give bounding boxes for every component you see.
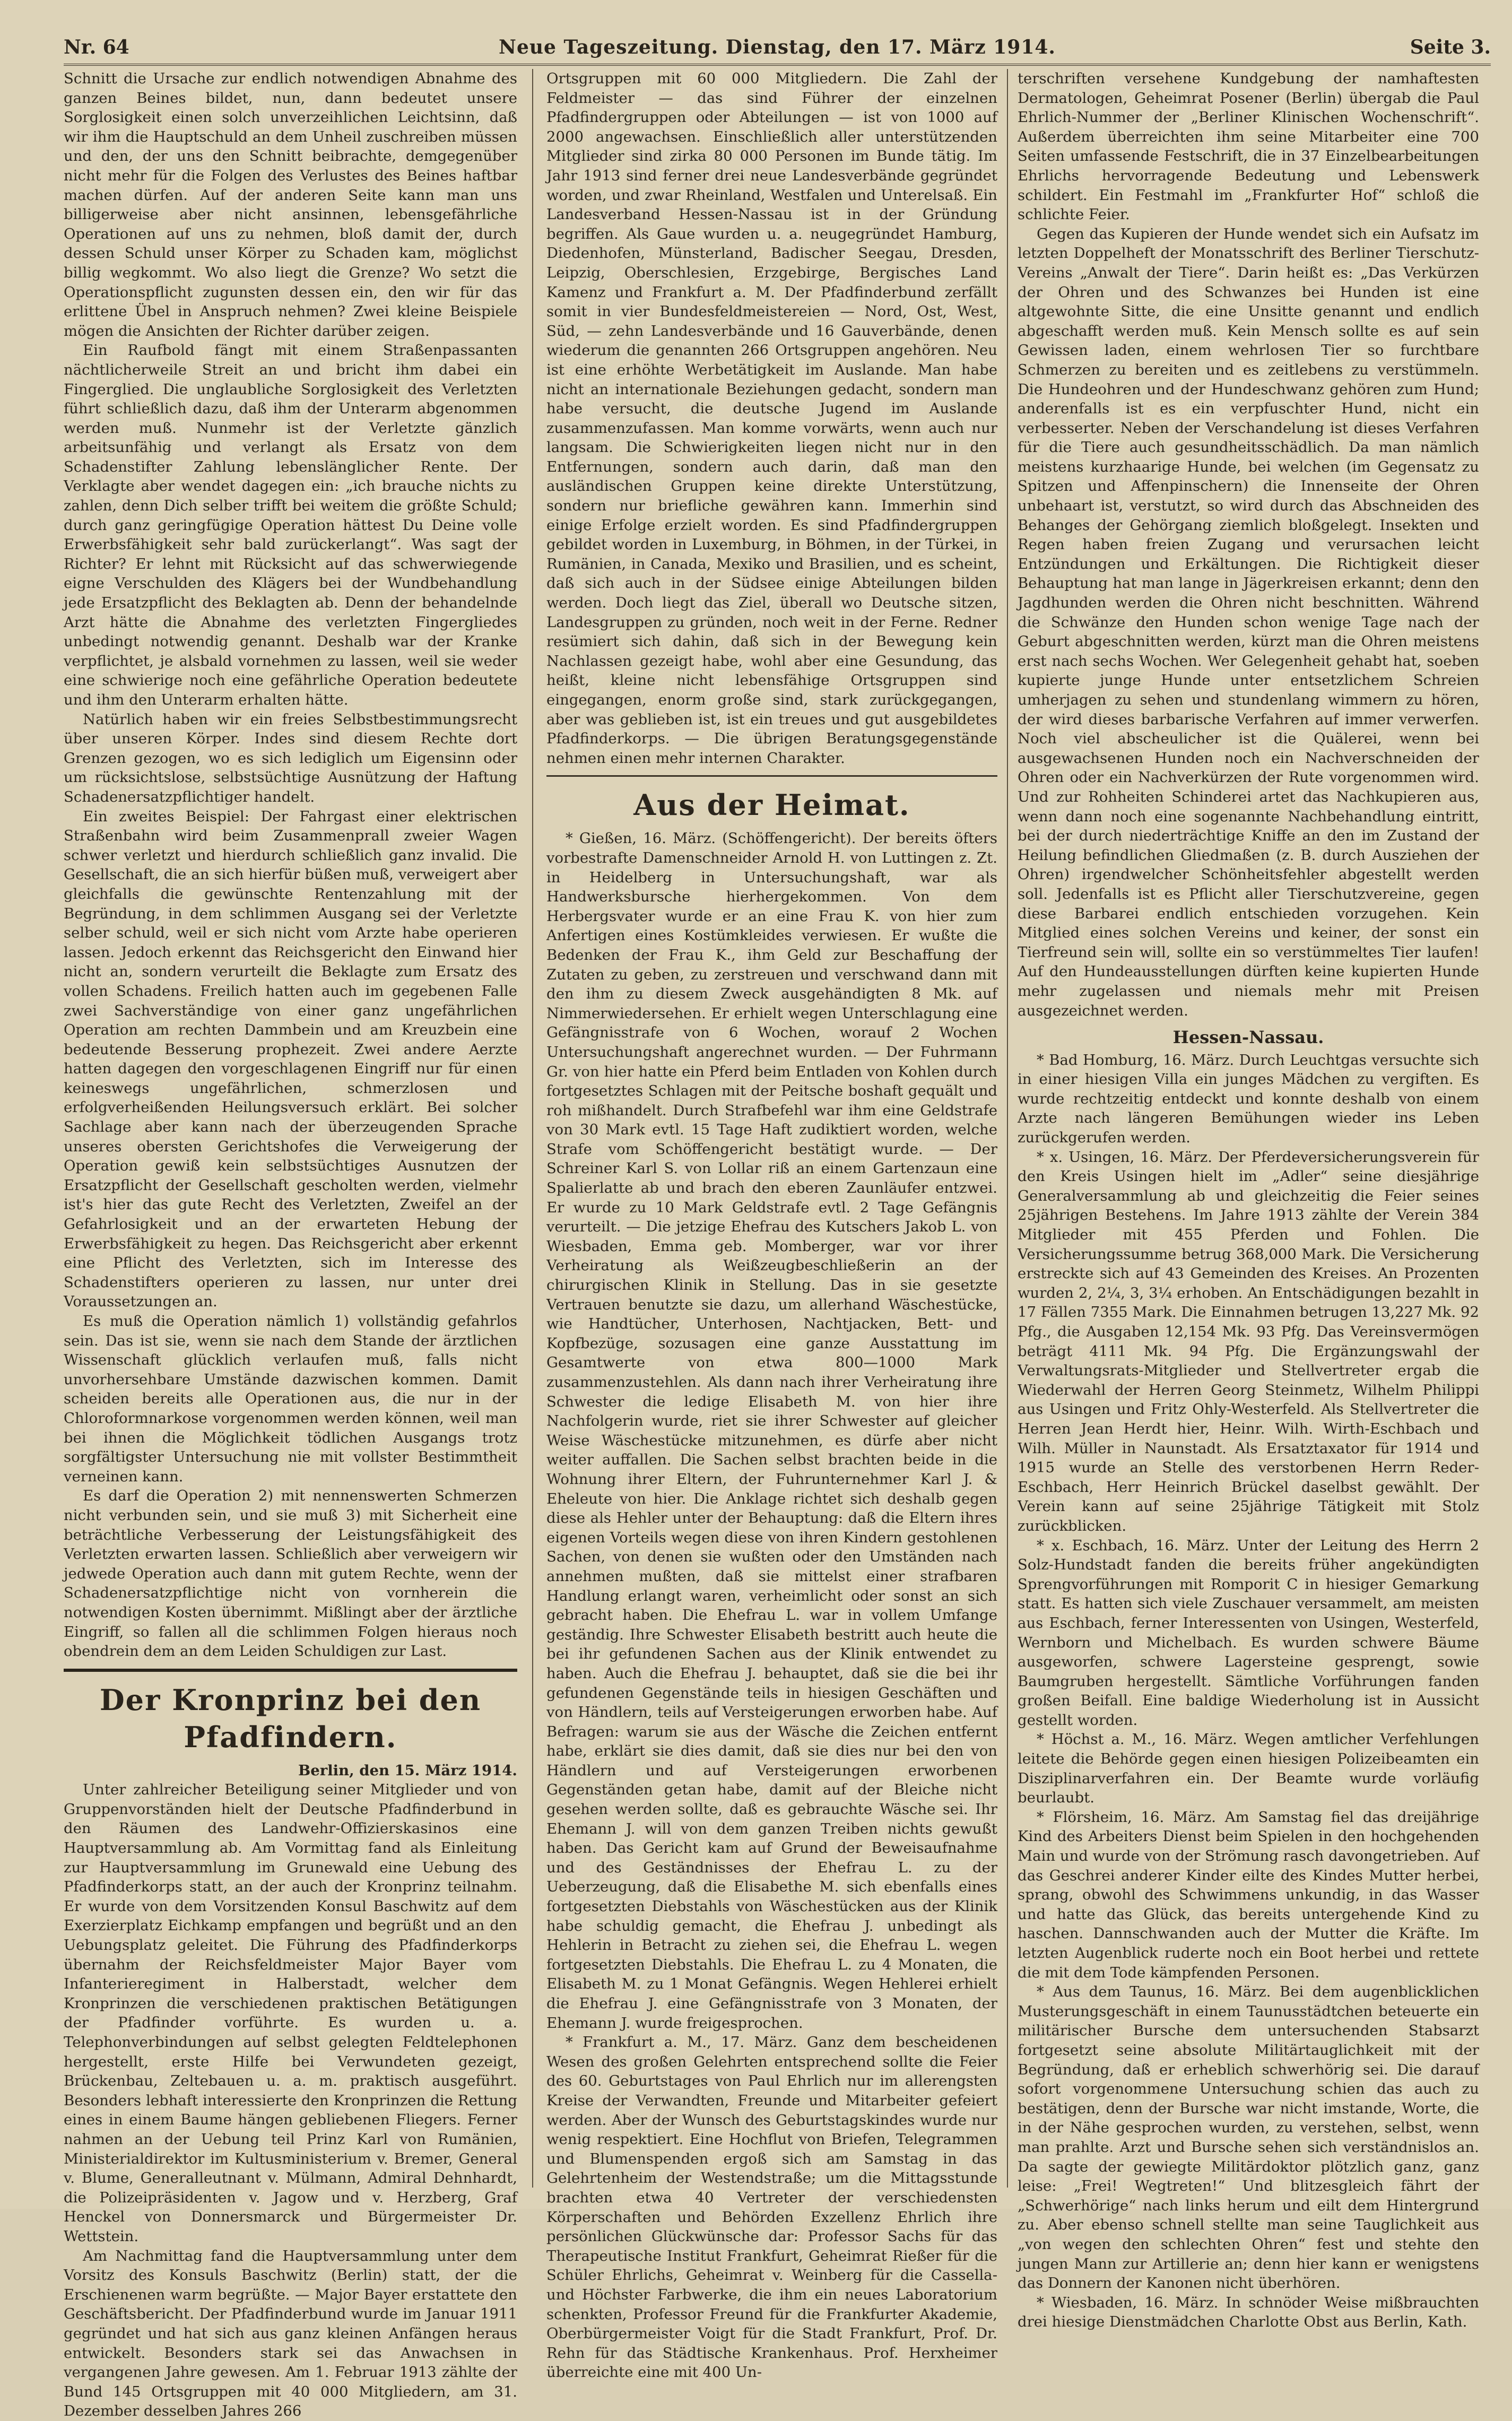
section-rule: [546, 775, 997, 777]
page-header: [64, 32, 1491, 66]
article-paragraph: Gegen das Kupieren der Hunde wendet sich ein Aufsatz im letzten Doppelheft der Monatsschrift des Berliner Tierschutz-Vereins „Anwalt der Tiere“. Darin heißt es: „Das Verkürzen der Ohren und des Schwanzes bei Hunden ist eine altgewohnte Sitte, die eine Unsitte genannt und endlich abgeschafft werden muß. Kein Mensch sollte es auf sein Gewissen laden, einem wehrlosen Tier so furchtbare Schmerzen zu bereiten und es zeitlebens zu verstümmeln. Die Hundeohren und der Hundeschwanz gehören zum Hund; anderenfalls ist es ein verpfuschter Hund, nicht ein verbesserter. Neben der Verschandelung ist dieses Verfahren für die Tiere auch gesundheitsschädlich. Da man nämlich meistens kurzhaarige Hunde, bei welchen (im Gegensatz zu Spitzen und Affenpinschern) die Innenseite der Ohren unbehaart ist, verstutzt, so wird durch das Abschneiden des Behanges der Gehörgang ziemlich bloßgelegt. Insekten und Regen haben freien Zugang und verursachen leicht Entzündungen und Erkältungen. Die Richtigkeit dieser Behauptung hat man lange in Jägerkreisen erkannt; denn den Jagdhunden werden die Ohren nicht beschnitten. Während die Schwänze den Hunden schon wenige Tage nach der Geburt abgeschnitten werden, kürzt man die Ohren meistens erst nach sechs Wochen. Wer Gelegenheit gehabt hat, soeben kupierte junge Hunde unter entsetzlichem Schreien umherjagen zu sehen und stundenlang wimmern zu hören, der wird dieses barbarische Verfahren auf immer verwerfen. Noch viel abscheulicher ist die Quälerei, wenn bei ausgewachsenen Hunden noch ein Nachverschneiden der Ohren oder ein Nachverkürzen der Rute vorgenommen wird. Und zur Rohheiten Schinderei artet das Nachkupieren aus, wenn dann noch eine sogenannte Nachbehandlung eintritt, bei der durch niederträchtige Kniffe an den im Zustand der Heilung befindlichen Gliedmaßen (z. B. durch Ausziehen der Ohren) irgendwelcher Schönheitsfehler abgestellt werden soll. Jedenfalls ist es Pflicht aller Tierschutzvereine, gegen diese Barbarei endlich entschieden vorzugehen. Kein Mitglied eines solchen Vereins und keiner, der sonst ein Tierfreund sein will, sollte ein so verstümmeltes Tier laufen! Auf den Hundeausstellungen dürften keine kupierten Hunde mehr zugelassen und niemals mehr mit Preisen ausgezeichnet werden.: [1018, 225, 1479, 1019]
article-headline: Der Kronprinz bei den Pfadfindern.: [99, 1682, 482, 1754]
news-item: * Gießen, 16. März. (Schöffengericht). Der bereits öfters vorbestrafte Damenschneider Arnold H. von Luttingen z. Zt. in Heidelberg in Untersuchungshaft, war als Handwerksbursche hierhergekommen. Von dem Herbergsvater wurde er an eine Frau K. von hier zum Anfertigen eines Kostümkleides verwiesen. Er wußte die Bedenken der Frau K., ihm Geld zur Beschaffung der Zutaten zu geben, zu zerstreuen und verschwand dann mit den ihm zu diesem Zweck ausgehändigten 8 Mk. auf Nimmerwiedersehen. Er erhielt wegen Unterschlagung eine Gefängnisstrafe von 6 Wochen, worauf 2 Wochen Untersuchungshaft angerechnet wurden. — Der Fuhrmann Gr. von hier hatte ein Pferd beim Entladen von Kohlen durch fortgesetztes Schlagen mit der Peitsche boshaft gequält und roh mißhandelt. Durch Strafbefehl war ihm eine Geldstrafe von 30 Mark evtl. 15 Tage Haft zudiktiert worden, welche Strafe vom Schöffengericht bestätigt wurde. — Der Schreiner Karl S. von Lollar riß an einem Gartenzaun eine Spalierlatte ab und brach den eberen Zaunläufer entzwei. Er wurde zu 10 Mark Geldstrafe evtl. 2 Tage Gefängnis verurteilt. — Die jetzige Ehefrau des Kutschers Jakob L. von Wiesbaden, Emma geb. Momberger, war vor ihrer Verheiratung als Weißzeugbeschließerin an der chirurgischen Klinik in Stellung. Das in sie gesetzte Vertrauen benutzte sie dazu, um allerhand Wäschestücke, wie Handtücher, Unterhosen, Nachtjacken, Bett- und Kopfbezüge, sozusagen eine ganze Ausstattung im Gesamtwerte von etwa 800—1000 Mark zusammenzustehlen. Als dann nach ihrer Verheiratung ihre Schwester die ledige Elisabeth M. von hier ihre Nachfolgerin wurde, riet sie ihrer Schwester auf gleicher Weise Wäschestücke mitzunehmen, es dürfe aber nicht weiter auffallen. Die Sachen selbst brachten beide in die Wohnung ihrer Eltern, der Fuhrunternehmer Karl J. & Eheleute von hier. Die Anklage richtet sich deshalb gegen diese als Hehler unter der Behauptung: daß die Eltern ihres eigenen Vorteils wegen diese von ihren Kindern gestohlenen Sachen, von denen sie wußten oder den Umständen nach annehmen mußten, daß sie mittelst einer strafbaren Handlung erlangt waren, verheimlicht oder sonst an sich gebracht haben. Die Ehefrau L. war in vollem Umfange geständig. Ihre Schwester Elisabeth bestritt auch heute die bei ihr gefundenen Sachen aus der Klinik entwendet zu haben. Auch die Ehefrau J. behauptet, daß sie die bei ihr gefundenen Gegenstände teils in hiesigen Geschäften und von Händlern, teils auf Versteigerungen erworben habe. Auf Befragen: warum sie aus der Wäsche die Zeichen entfernt habe, erklärt sie dies damit, daß sie dies nur bei den von Händlern und auf Versteigerungen erworbenen Gegenständen getan habe, damit auf der Bleiche nicht gesehen werden sollte, daß es gebrauchte Wäsche sei. Ihr Ehemann J. will von dem ganzen Treiben nichts gewußt haben. Das Gericht kam auf Grund der Beweisaufnahme und des Geständnisses der Ehefrau L. zu der Ueberzeugung, daß die Elisabethe M. sich ebenfalls eines fortgesetzten Diebstahls von Wäschestücken aus der Klinik habe schuldig gemacht, die Ehefrau J. unbedingt als Hehlerin in Betracht zu ziehen sei, die Ehefrau L. wegen fortgesetzten Diebstahls. Die Ehefrau L. zu 4 Monaten, die Elisabeth M. zu 1 Monat Gefängnis. Wegen Hehlerei erhielt die Ehefrau J. eine Gefängnisstrafe von 3 Monaten, der Ehemann J. wurde freigesprochen.: [546, 830, 997, 2032]
column-2: [546, 69, 997, 2381]
article-paragraph: Schnitt die Ursache zur endlich notwendigen Abnahme des ganzen Beines bildet, nun, dann bedeutet unsere Sorglosigkeit einen solch unverzeihlichen Leichtsinn, daß wir ihm die Hauptschuld an dem Unheil zuschreiben müssen und den, der uns den Schnitt beibrachte, demgegenüber nicht mehr für die Folgen des Verlustes des Beines haftbar machen dürfen. Auf der anderen Seite kann man uns billigerweise aber nicht ansinnen, lebensgefährliche Operationen auf uns zu nehmen, bloß damit der, durch dessen Schuld unser Körper zu Schaden kam, möglichst billig wegkommt. Wo also liegt die Grenze? Wo setzt die Operationspflicht zugunsten dessen ein, den wir für das erlittene Übel in Anspruch nehmen? Zwei kleine Beispiele mögen die Ansichten der Richter darüber zeigen.: [64, 70, 517, 340]
news-item: * Flörsheim, 16. März. Am Samstag fiel das dreijährige Kind des Arbeiters Dienst beim Spielen in den hochgehenden Main und wurde von der Strömung rasch davongetrieben. Auf das Geschrei anderer Kinder eilte des Kindes Mutter herbei, sprang, obwohl des Schwimmens unkundig, in das Wasser und hatte das Glück, das bereits untergehende Kind zu haschen. Dannschwanden auch der Mutter die Kräfte. Im letzten Augenblick ruderte noch ein Boot herbei und rettete die mit dem Tode kämpfenden Personen.: [1018, 1808, 1479, 1981]
section-headline: Aus der Heimat.: [633, 788, 910, 822]
masthead-title: Neue Tageszeitung. Dienstag, den 17. März 1914.: [499, 36, 1056, 58]
region-subheading: Hessen-Nassau.: [1172, 1027, 1324, 1048]
article-paragraph: Ortsgruppen mit 60 000 Mitgliedern. Die Zahl der Feldmeister — das sind Führer der einzelnen Pfadfindergruppen oder Abteilungen — ist von 1000 auf 2000 angewachsen. Einschließlich aller unterstützenden Mitglieder sind zirka 80 000 Personen im Bunde tätig. Im Jahr 1913 sind ferner drei neue Landesverbände gegründet worden, und zwar Rheinland, Westfalen und Unterelsaß. Ein Landesverband Hessen-Nassau ist in der Gründung begriffen. Als Gaue wurden u. a. neugegründet Hamburg, Diedenhofen, Münsterland, Badischer Seegau, Dresden, Leipzig, Oberschlesien, Erzgebirge, Bergisches Land Kamenz und Frankfurt a. M. Der Pfadfinderbund zerfällt somit in vier Bundesfeldmeistereien — Nord, Ost, West, Süd, — zehn Landesverbände und 16 Gauverbände, denen wiederum die genannten 266 Ortsgruppen angehören. Neu ist eine erhöhte Werbetätigkeit im Auslande. Man habe nicht an internationale Beziehungen gedacht, sondern man habe versucht, die deutsche Jugend im Auslande zusammenzufassen. Man komme vorwärts, wenn auch nur langsam. Die Schwierigkeiten liegen nicht nur in den Entfernungen, sondern auch darin, daß man den ausländischen Gruppen keine direkte Unterstützung, sondern nur briefliche gewähren kann. Immerhin sind einige Erfolge erzielt worden. Es sind Pfadfindergruppen gebildet worden in Luxemburg, in Böhmen, in der Türkei, in Rumänien, in Canada, Mexiko und Brasilien, und es scheint, daß sich auch in der Südsee einige Abteilungen bilden werden. Doch liegt das Ziel, überall wo Deutsche sitzen, Landesgruppen zu gründen, noch weit in der Ferne. Redner resümiert sich dahin, daß sich in der Bewegung kein Nachlassen gezeigt habe, wohl aber eine Gesundung, das heißt, kleine nicht lebensfähige Ortsgruppen sind eingegangen, enorm große sind, stark zurückgegangen, aber was geblieben ist, ist ein treues und gut ausgebildetes Pfadfinderkorps. — Die übrigen Beratungsgegenstände nehmen einen mehr internen Charakter.: [546, 70, 997, 767]
column-divider: [1007, 69, 1008, 2188]
dateline: Berlin, den 15. März 1914.: [298, 1761, 517, 1779]
article-paragraph: terschriften versehene Kundgebung der namhaftesten Dermatologen, Geheimrat Posener (Berlin) übergab die Paul Ehrlich-Nummer der „Berliner Klinischen Wochenschrift“. Außerdem überreichten ihm seine Mitarbeiter eine 700 Seiten umfassende Festschrift, die in 37 Einzelbearbeitungen Ehrlichs hervorragende Bedeutung und Lebenswerk schildert. Ein Festmahl im „Frankfurter Hof“ schloß die schlichte Feier.: [1018, 70, 1479, 223]
column-3: [1018, 69, 1479, 2331]
news-item: * Aus dem Taunus, 16. März. Bei dem augenblicklichen Musterungsgeschäft in einem Taunusstädtchen beteuerte ein militärischer Bursche dem untersuchenden Stabsarzt fortgesetzt seine absolute Militärtauglichkeit mit der Begründung, daß er erheblich schwerhörig sei. Die darauf sofort vorgenommene Untersuchung schien das auch zu bestätigen, denn der Bursche war nicht imstande, Worte, die in der Nähe gesprochen wurden, zu verstehen, selbst, wenn man prahlte. Arzt und Bursche sehen sich verständnislos an. Da sagte der gewiegte Militärdoktor plötzlich ganz, ganz leise: „Frei! Wegtreten!“ Und blitzesgleich fährt der „Schwerhörige“ nach links herum und eilt dem Hintergrund zu. Aber ebenso schnell stellte man seine Tauglichkeit aus „von wegen den schlechten Ohren“ fest und stehte den jungen Mann zur Artillerie an; denn hier kann er wenigstens das Donnern der Kanonen nicht überhören.: [1018, 1983, 1479, 2292]
article-paragraph: Natürlich haben wir ein freies Selbstbestimmungsrecht über unseren Körper. Indes sind diesem Rechte dort Grenzen gezogen, wo es sich lediglich um Eigensinn oder um rücksichtslose, selbstsüchtige Ausnützung der Haftung Schadenersatzpflichtiger handelt.: [64, 710, 517, 805]
article-paragraph: Ein zweites Beispiel: Der Fahrgast einer elektrischen Straßenbahn wird beim Zusammenprall zweier Wagen schwer verletzt und hierdurch schließlich ganz invalid. Die Gesellschaft, die an sich hierfür büßen muß, verweigert aber gleichfalls die gewünschte Rentenzahlung mit der Begründung, in dem schlimmen Ausgang sei der Verletzte selber schuld, weil er sich nicht vom Arzte habe operieren lassen. Jedoch erkennt das Reichsgericht den Einwand hier nicht an, sondern verurteilt die Beklagte zum Ersatz des vollen Schadens. Freilich hatten auch im gegebenen Falle zwei Sachverständige von einer ganz ungefährlichen Operation am rechten Dammbein und am Kreuzbein eine bedeutende Besserung prophezeit. Zwei andere Aerzte hatten dagegen den vorgeschlagenen Eingriff nur für einen keineswegs ungefährlichen, schmerzlosen und erfolgverheißenden Heilungsversuch erklärt. Bei solcher Sachlage aber kann nach der überzeugenden Sprache unseres obersten Gerichtshofes die Verweigerung der Operation gewiß kein selbstsüchtiges Ausnutzen der Ersatzpflicht der Gesellschaft gescholten werden, vielmehr ist's hier das gute Recht des Verletzten, Zweifel an der Gefahrlosigkeit und an der erwarteten Hebung der Erwerbsfähigkeit zu hegen. Das Reichsgericht aber erkennt eine Pflicht des Verletzten, sich im Interesse des Schadenstifters operieren zu lassen, nur unter drei Voraussetzungen an.: [64, 808, 517, 1311]
column-divider: [532, 69, 533, 2188]
news-item: * x. Usingen, 16. März. Der Pferdeversicherungsverein für den Kreis Usingen hielt im „Adler“ seine diesjährige Generalversammlung ab und gleichzeitig die Feier seines 25jährigen Bestehens. Im Jahre 1913 zählte der Verein 384 Mitglieder mit 455 Pferden und Fohlen. Die Versicherungssumme betrug 368,000 Mark. Die Versicherung erstreckte sich auf 43 Gemeinden des Kreises. An Prozenten wurden 2, 2¼, 3, 3¼ erhoben. An Entschädigungen bezahlt in 17 Fällen 7355 Mark. Die Einnahmen betrugen 13,227 Mk. 92 Pfg., die Ausgaben 12,154 Mk. 93 Pfg. Das Vereinsvermögen beträgt 4111 Mk. 94 Pfg. Die Ergänzungswahl der Verwaltungsrats-Mitglieder und Stellvertreter ergab die Wiederwahl der Herren Georg Steinmetz, Wilhelm Philippi aus Usingen und Fritz Ohly-Westerfeld. Als Stellvertreter die Herren Jean Herdt hier, Heinr. Wilh. Wirth-Eschbach und Wilh. Müller in Naunstadt. Als Ersatztaxator für 1914 und 1915 wurde an Stelle des verstorbenen Herrn Reder-Eschbach, Herr Heinrich Brückel daselbst gewählt. Der Verein kann auf seine 25jährige Tätigkeit mit Stolz zurückblicken.: [1018, 1148, 1479, 1534]
news-item: * Bad Homburg, 16. März. Durch Leuchtgas versuchte sich in einer hiesigen Villa ein junges Mädchen zu vergiften. Es wurde rechtzeitig entdeckt und konnte deshalb von einem Arzte nach längeren Bemühungen wieder ins Leben zurückgerufen werden.: [1018, 1051, 1479, 1147]
news-item: * x. Eschbach, 16. März. Unter der Leitung des Herrn 2 Solz-Hundstadt fanden die bereits früher angekündigten Sprengvorführungen mit Romporit C in hiesiger Gemarkung statt. Es hatten sich viele Zuschauer versammelt, am meisten aus Eschbach, ferner Interessenten von Usingen, Westerfeld, Wernborn und Michelbach. Es wurden schwere Bäume ausgeworfen, schwere Lagersteine gesprengt, sowie Baumgruben hergestellt. Sämtliche Vorführungen fanden großen Beifall. Eine baldige Wiederholung ist in Aussicht gestellt worden.: [1018, 1537, 1479, 1729]
article-paragraph: Am Nachmittag fand die Hauptversammlung unter dem Vorsitz des Konsuls Baschwitz (Berlin) statt, der die Erschienenen warm begrüßte. — Major Bayer erstattete den Geschäftsbericht. Der Pfadfinderbund wurde im Januar 1911 gegründet und hat sich aus ganz kleinen Anfängen heraus entwickelt. Besonders stark sei das Anwachsen in vergangenen Jahre gewesen. Am 1. Februar 1913 zählte der Bund 145 Ortsgruppen mit 40 000 Mitgliedern, am 31. Dezember desselben Jahres 266: [64, 2247, 517, 2420]
article-paragraph: Es muß die Operation nämlich 1) vollständig gefahrlos sein. Das ist sie, wenn sie nach dem Stande der ärztlichen Wissenschaft glücklich verlaufen muß, falls nicht unvorhersehbare Umstände dazwischen kommen. Damit scheiden bereits alle Operationen aus, die nur in der Chloroformnarkose vorgenommen werden können, weil man bei ihnen die Möglichkeit tödlichen Ausgangs trotz sorgfältigster Untersuchung nie mit vollster Bestimmtheit verneinen kann.: [64, 1313, 517, 1485]
article-paragraph: Es darf die Operation 2) mit nennenswerten Schmerzen nicht verbunden sein, und sie muß 3) mit Sicherheit eine beträchtliche Verbesserung der Leistungsfähigkeit des Verletzten erwarten lassen. Schließlich aber verweigern wir jedwede Operation auch dann mit gutem Rechte, wenn der Schadenersatzpflichtige nicht von vornherein die notwendigen Kosten übernimmt. Mißlingt aber der ärztliche Eingriff, so fallen all die schlimmen Folgen hieraus noch obendrein dem an dem Leiden Schuldigen zur Last.: [64, 1487, 517, 1660]
column-1: [64, 69, 517, 2420]
news-item: * Höchst a. M., 16. März. Wegen amtlicher Verfehlungen leitete die Behörde gegen einen hiesigen Polizeibeamten ein Disziplinarverfahren ein. Der Beamte wurde vorläufig beurlaubt.: [1018, 1731, 1479, 1807]
news-item: * Frankfurt a. M., 17. März. Ganz dem bescheidenen Wesen des großen Gelehrten entsprechend sollte die Feier des 60. Geburtstages von Paul Ehrlich nur im allerengsten Kreise der Verwandten, Freunde und Mitarbeiter gefeiert werden. Aber der Wunsch des Geburtstagskindes wurde nur wenig respektiert. Eine Hochflut von Briefen, Telegrammen und Blumenspenden ergoß sich am Samstag in das Gelehrtenheim der Westendstraße; um die Mittagsstunde brachten etwa 40 Vertreter der verschiedensten Körperschaften und Behörden Exzellenz Ehrlich ihre persönlichen Glückwünsche dar: Professor Sachs für das Therapeutische Institut Frankfurt, Geheimrat Rießer für die Schüler Ehrlichs, Geheimrat v. Weinberg für die Cassella- und Höchster Farbwerke, die ihm ein neues Laboratorium schenkten, Professor Freund für die Frankfurter Akademie, Oberbürgermeister Voigt für die Stadt Frankfurt, Prof. Dr. Rehn für das Städtische Krankenhaus. Prof. Herxheimer überreichte eine mit 400 Un-: [546, 2034, 997, 2381]
article-paragraph: Ein Raufbold fängt mit einem Straßenpassanten nächtlicherweile Streit an und bricht ihm dabei ein Fingerglied. Die unglaubliche Sorglosigkeit des Verletzten führt schließlich dazu, daß ihm der Unterarm abgenommen werden muß. Nunmehr ist der Verletzte gänzlich arbeitsunfähig und verlangt als Ersatz von dem Schadenstifter Zahlung lebenslänglicher Rente. Der Verklagte aber wendet dagegen ein: „ich brauche nichts zu zahlen, denn Dich selber trifft bei weitem die größte Schuld; durch ganz geringfügige Operation hättest Du Deine volle Erwerbsfähigkeit sehr bald zurückerlangt“. Was sagt der Richter? Er lehnt mit Rücksicht auf das schwerwiegende eigne Verschulden des Klägers bei der Wundbehandlung jede Ersatzpflicht des Beklagten ab. Denn der behandelnde Arzt hätte die Abnahme des verletzten Fingergliedes unbedingt notwendig genannt. Deshalb war der Kranke verpflichtet, je alsbald vornehmen zu lassen, weil sie weder eine schwierige noch eine gefährliche Operation bedeutete und ihm den Unterarm erhalten hätte.: [64, 342, 517, 708]
news-item: * Wiesbaden, 16. März. In schnöder Weise mißbrauchten drei hiesige Dienstmädchen Charlotte Obst aus Berlin, Kath.: [1018, 2294, 1479, 2331]
article-paragraph: Unter zahlreicher Beteiligung seiner Mitglieder und von Gruppenvorständen hielt der Deutsche Pfadfinderbund in den Räumen des Landwehr-Offizierskasinos eine Hauptversammlung ab. Am Vormittag fand als Einleitung zur Hauptversammlung im Grunewald eine Uebung des Pfadfinderkorps statt, an der auch der Kronprinz teilnahm. Er wurde von dem Vorsitzenden Konsul Baschwitz auf dem Exerzierplatz Eichkamp empfangen und begrüßt und an den Uebungsplatz geleitet. Die Führung des Pfadfinderkorps übernahm der Reichsfeldmeister Major Bayer vom Infanterieregiment in Halberstadt, welcher dem Kronprinzen die verschiedenen praktischen Betätigungen der Pfadfinder vorführte. Es wurden u. a. Telephonverbindungen auf selbst gelegten Feldtelephonen hergestellt, erste Hilfe bei Verwundeten gezeigt, Brückenbau, Zeltebauen u. a. m. praktisch ausgeführt. Besonders lebhaft interessierte den Kronprinzen die Rettung eines in einem Baume hängen gebliebenen Fliegers. Ferner nahmen an der Uebung teil Prinz Karl von Rumänien, Ministerialdirektor im Kultusministerium v. Bremer, General v. Blume, Generalleutnant v. Mülmann, Admiral Dehnhardt, die Polizeipräsidenten v. Jagow und v. Herzberg, Graf Henckel von Donnersmarck und Bürgermeister Dr. Wettstein.: [64, 1781, 517, 2245]
section-rule: [64, 1669, 517, 1672]
page-number: Seite 3.: [1410, 36, 1491, 58]
issue-number: Nr. 64: [64, 36, 129, 58]
